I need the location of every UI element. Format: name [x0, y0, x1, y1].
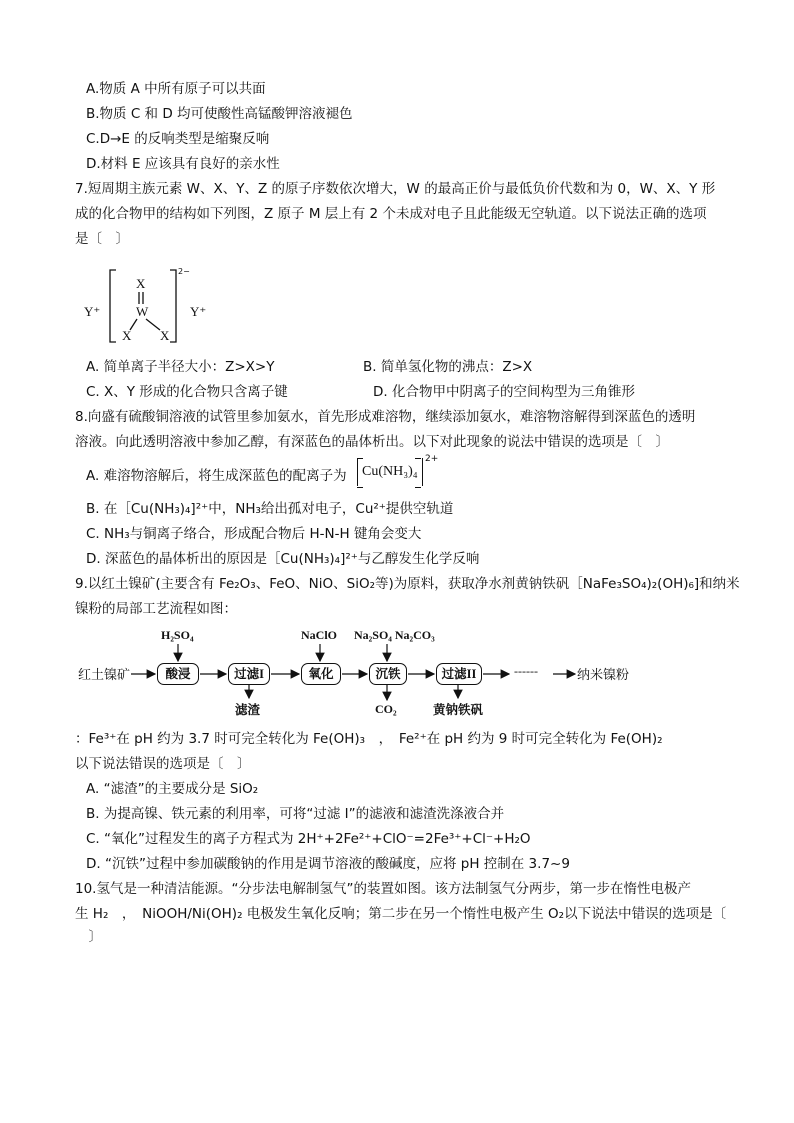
q9-stem-2: 镍粉的局部工艺流程如图： [75, 601, 237, 617]
flow-step-precipitate-iron: 沉铁 [369, 663, 407, 685]
q10-stem-2: 生 H₂ ， NiOOH/Ni(OH)₂ 电极发生氧化反响；第二步在另一个惰性电极产生 O₂以下说法中错误的选项是〔 [75, 906, 727, 922]
q9-option-d: D. “沉铁”过程中参加碳酸钠的作用是调节溶液的酸碱度，应将 pH 控制在 3.7~9 [86, 856, 570, 872]
q7-stem-2: 成的化合物甲的结构如下列图，Z 原子 M 层上有 2 个未成对电子且此能级无空轨道。以下说法正确的选项 [75, 206, 707, 222]
q7-structure-diagram [80, 262, 220, 352]
q10-stem-3: 〕 [75, 929, 102, 945]
q7-anion-charge: 2− [178, 267, 190, 276]
q7-cation-right: Y⁺ [190, 304, 207, 319]
q9-stem-1: 9.以红土镍矿(主要含有 Fe₂O₃、FeO、NiO、SiO₂等)为原料，获取净水剂黄钠铁矾［NaFe₃SO₄)₂(OH)₆]和纳米 [75, 576, 740, 592]
flow-step-oxidize: 氧化 [301, 663, 341, 685]
flow-s4-reagent: Na₂SO₄ Na₂CO₃ [354, 628, 435, 642]
q7-option-b: B. 简单氢化物的沸点：Z>X [363, 359, 533, 375]
q8-option-b: B. 在［Cu(NH₃)₄]²⁺中，NH₃给出孤对电子，Cu²⁺提供空轨道 [86, 501, 454, 517]
q7-atom-x-top: X [136, 276, 146, 291]
q9-option-c: C. “氧化”过程发生的离子方程式为 2H⁺+2Fe²⁺+ClO⁻=2Fe³⁺+Cl⁻+H₂O [86, 831, 531, 847]
flow-ellipsis: ------ [514, 664, 538, 678]
flow-start: 红土镍矿 [78, 667, 131, 682]
q7-atom-x-right: X [160, 328, 170, 343]
q6-option-b: B.物质 C 和 D 均可使酸性高锰酸钾溶液褪色 [86, 106, 353, 122]
flow-step-filter-2: 过滤II [436, 663, 482, 685]
flow-s3-reagent: NaClO [301, 628, 337, 642]
q6-option-c: C.D→E 的反响类型是缩聚反响 [86, 131, 270, 147]
q7-stem-3: 是〔 〕 [75, 231, 129, 247]
q8-option-a: A. 难溶物溶解后，将生成深蓝色的配离子为 [86, 468, 347, 484]
q9-option-b: B. 为提高镍、铁元素的利用率，可将“过滤 I”的滤液和滤渣洗涤液合并 [86, 806, 505, 822]
flow-s1-reagent: H₂SO₄ [161, 628, 194, 642]
q7-cation-left: Y⁺ [84, 304, 101, 319]
flow-s5-output: 黄钠铁矾 [433, 703, 484, 717]
q8-option-d: D. 深蓝色的晶体析出的原因是［Cu(NH₃)₄]²⁺与乙醇发生化学反响 [86, 551, 480, 567]
q9-note: ：Fe³⁺在 pH 约为 3.7 时可完全转化为 Fe(OH)₃ ， Fe²⁺在 pH 约为 9 时可完全转化为 Fe(OH)₂ [75, 731, 663, 747]
q9-stem-3: 以下说法错误的选项是〔 〕 [75, 756, 251, 772]
q9-option-a: A. “滤渣”的主要成分是 SiO₂ [86, 781, 259, 797]
q7-atom-x-left: X [122, 328, 132, 343]
q6-option-a: A.物质 A 中所有原子可以共面 [86, 81, 266, 97]
q8-stem-1: 8.向盛有硫酸铜溶液的试管里参加氨水，首先形成难溶物，继续添加氨水，难溶物溶解得到深蓝色的透明 [75, 409, 696, 425]
flow-end: 纳米镍粉 [577, 667, 630, 682]
q7-atom-w: W [136, 304, 149, 319]
q9-flow-chart [75, 624, 715, 724]
q7-stem-1: 7.短周期主族元素 W、X、Y、Z 的原子序数依次增大，W 的最高正价与最低负价代数和为 0，W、X、Y 形 [75, 181, 716, 197]
q7-option-d: D. 化合物甲中阴离子的空间构型为三角锥形 [373, 384, 635, 400]
q10-stem-1: 10.氢气是一种清洁能源。“分步法电解制氢气”的装置如图。该方法制氢气分两步，第一步在惰性电极产 [75, 881, 691, 897]
flow-s2-output: 滤渣 [235, 703, 261, 717]
q7-option-a: A. 简单离子半径大小：Z>X>Y [86, 359, 275, 375]
q8-stem-2: 溶液。向此透明溶液中参加乙醇，有深蓝色的晶体析出。以下对此现象的说法中错误的选项是〔 〕 [75, 434, 669, 450]
q6-option-d: D.材料 E 应该具有良好的亲水性 [86, 156, 280, 172]
flow-arrows [75, 624, 715, 724]
flow-step-filter-1: 过滤I [228, 663, 270, 685]
q8-option-c: C. NH₃与铜离子络合，形成配合物后 H-N-H 键角会变大 [86, 526, 422, 542]
flow-s4-output: CO₂ [375, 702, 397, 716]
flow-step-acid-leach: 酸浸 [157, 663, 199, 685]
q8-complex-charge: 2+ [425, 454, 439, 464]
q7-option-c: C. X、Y 形成的化合物只含离子键 [86, 384, 288, 400]
q8-complex-formula: Cu(NH₃)₄ [362, 464, 418, 479]
